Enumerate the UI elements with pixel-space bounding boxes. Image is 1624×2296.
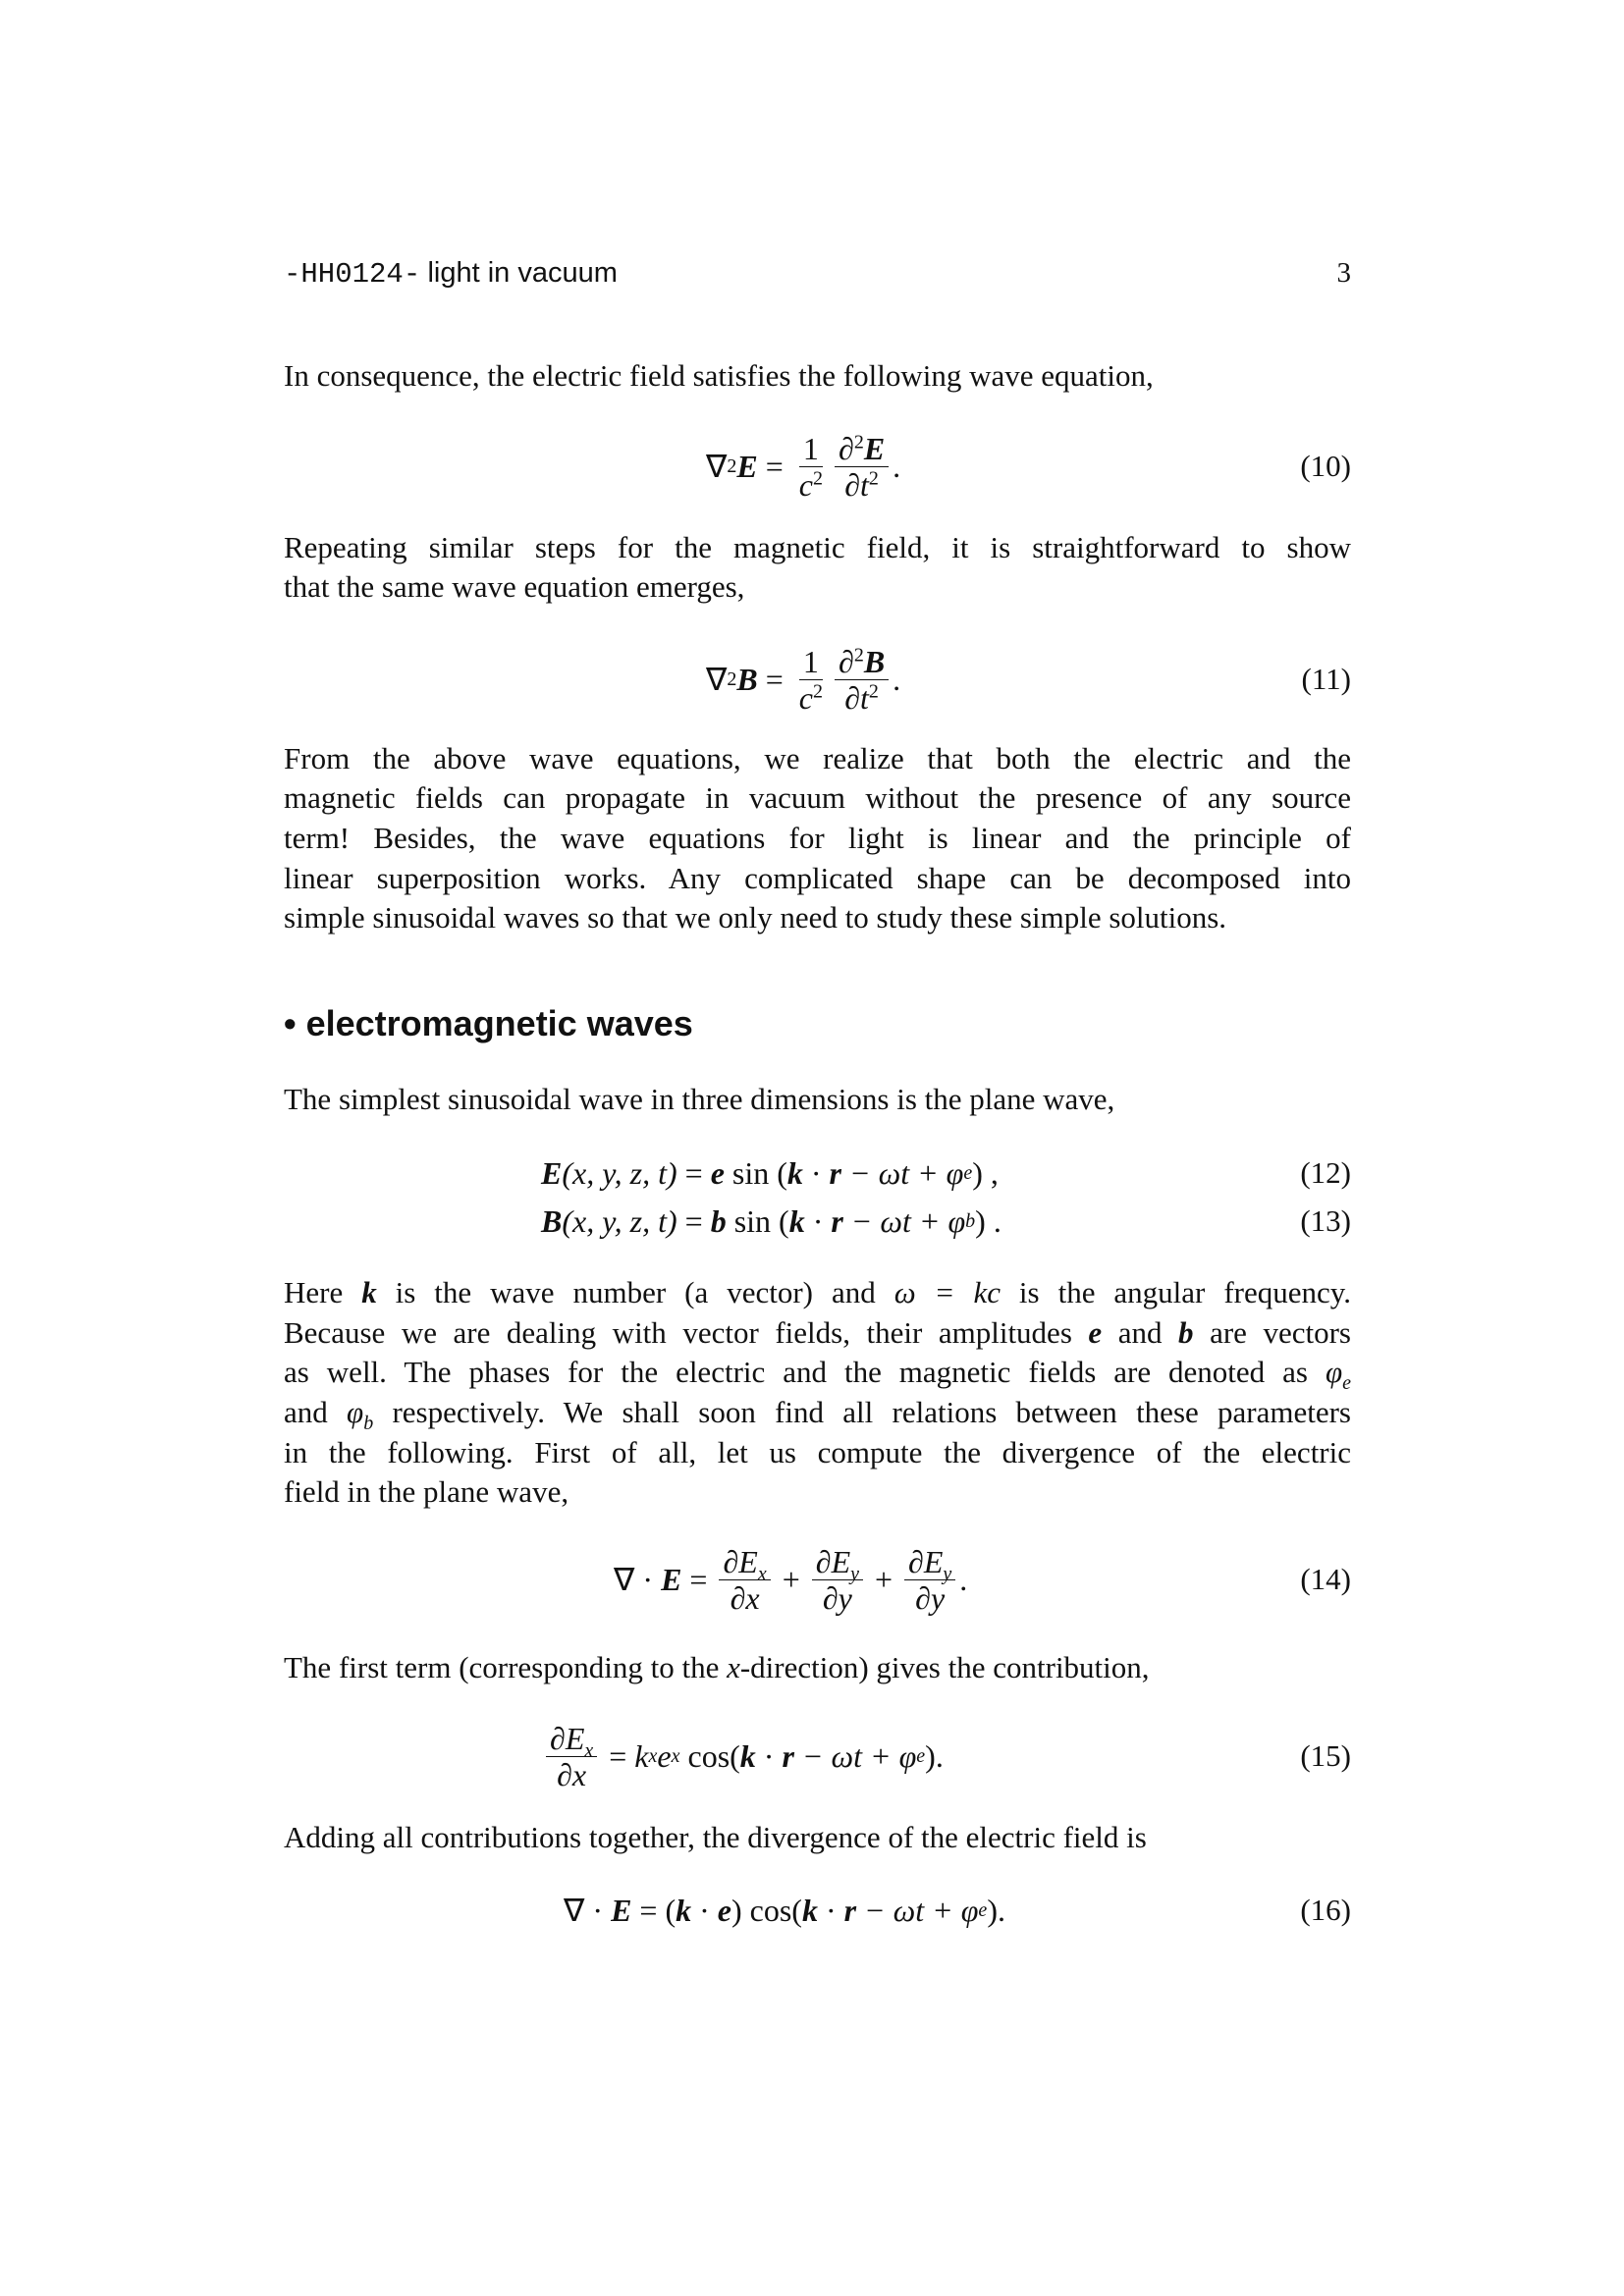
denominator [840,467,883,503]
text: as well. The phases for the electric and the magnetic fields are denoted as [284,1355,1326,1389]
denominator: ∂x [557,1756,587,1792]
dot: · [804,1202,832,1239]
fraction [795,431,827,503]
paragraph-line: term! Besides, the wave equations for light is linear and the principle of [284,821,1351,855]
equals: = [757,661,791,697]
fraction [795,644,827,716]
paragraph-line: magnetic fields can propagate in vacuum without the presence of any source [284,780,1351,815]
phase-term: − ωt + φ [793,1737,917,1774]
paragraph-line: From the above wave equations, we realize that both the electric and the [284,741,1351,775]
equation-15: $\frac{\partial E_x}{\partial x}$ = k x e x cos( k · r − ωt + φ e ). (15) [284,1717,1351,1795]
plus: + [867,1561,901,1597]
subscript: y [850,1562,859,1584]
denominator [795,680,827,716]
divergence: ∇ · [564,1893,612,1928]
c: c [798,466,813,503]
numerator [835,431,889,467]
vector-E: E [541,1154,563,1191]
fraction [835,644,889,716]
paragraph-line: Adding all contributions together, the divergence of the electric field is [284,1820,1147,1854]
vector-r: r [782,1737,794,1774]
e: e [657,1737,672,1774]
denominator [795,467,827,503]
paragraph-line [284,1393,1352,1435]
numerator [719,1543,770,1584]
partial-E: ∂E [908,1543,944,1579]
paragraph-line: Repeating similar steps for the magnetic field, it is straightforward to show [284,530,1351,564]
equation-11: ∇ 2 B = $\frac{1}{c^2}$ $\frac{\partial^2B}{\partial t^2}$ . (11) [706,643,1351,716]
text: The first term (corresponding to the [284,1650,728,1684]
plus: + [774,1561,808,1597]
divergence: ∇ · [614,1562,662,1597]
header-code: -HH0124- [284,258,421,291]
numerator [904,1543,955,1584]
phase-term: − ωt + φ [856,1892,979,1928]
vector-r: r [829,1154,841,1191]
vector-B: B [541,1202,563,1239]
partial: ∂ [839,430,854,466]
partial-E: ∂E [815,1543,851,1579]
vector-E: E [863,430,886,466]
arguments: (x, y, z, t) [562,1154,677,1191]
exponent: 2 [853,643,864,666]
text: respectively. We shall soon find all relations between these parameters [373,1395,1352,1429]
denominator [840,680,883,716]
denominator: ∂x [730,1579,760,1616]
paragraph-line: that the same wave equation emerges, [284,569,745,604]
text: is the wave number (a vector) and [376,1275,894,1309]
vector-b: b [1178,1315,1194,1350]
equation-number: (12) [1300,1155,1351,1190]
vector-k: k [786,1154,803,1191]
text: and [1102,1315,1179,1350]
function-cos: ) cos( [731,1892,802,1928]
equation-number: (15) [1300,1738,1351,1773]
text: Here [284,1275,362,1309]
paragraph-line [284,1353,1351,1395]
vector-E: E [736,448,758,484]
c: c [798,679,813,716]
text: is the angular frequency. [1000,1275,1351,1309]
denominator: ∂y [915,1579,946,1616]
equation-13: B (x, y, z, t) = b sin ( k · r − ωt + φ b ) . (13) [541,1202,1351,1239]
numerator [835,644,889,680]
arguments: (x, y, z, t) [562,1202,677,1239]
dot: · [817,1892,844,1928]
amplitude-b: b [710,1202,727,1239]
dot: · [802,1154,830,1191]
vector-k: k [788,1202,805,1239]
math-phi: φ [1325,1355,1343,1389]
paragraph-line: field in the plane wave, [284,1474,569,1509]
paragraph-line: In consequence, the electric field satisfies the following wave equation, [284,358,1154,393]
vector-r: r [843,1892,857,1928]
math-omega: ω = kc [893,1275,1001,1309]
math-phi: φ [347,1395,364,1429]
numerator: 1 [799,431,823,467]
text: are vectors [1193,1315,1351,1350]
equals: = [677,1154,711,1191]
period: . [893,661,901,697]
equation-14 [284,1540,1351,1619]
header-title: light in vacuum [427,257,618,289]
partial-E: ∂E [550,1720,585,1756]
equals: = [681,1561,716,1597]
vector-k: k [361,1275,377,1309]
period: . [959,1561,968,1597]
equation-number: (16) [1300,1893,1351,1927]
vector-r: r [831,1202,843,1239]
text: Because we are dealing with vector fields, their amplitudes [284,1315,1089,1350]
running-header [284,257,1351,296]
nabla: ∇ [706,449,728,484]
partial-t: ∂t [844,466,869,503]
equation-number: (13) [1300,1203,1351,1238]
vector-B: B [736,661,758,697]
equation-16: ∇ · E = ( k · e ) cos( k · r − ωt + φ e ). (16) [564,1892,1351,1928]
paragraph-line [284,1313,1351,1353]
vector-E: E [661,1561,682,1597]
page-number: 3 [1336,257,1351,289]
section-heading: • electromagnetic waves [284,1003,693,1043]
function-cos: cos( [679,1737,740,1774]
paragraph-line [284,1648,1351,1687]
equals: = [757,448,791,484]
equation-number: (14) [1300,1562,1351,1596]
exponent: 2 [813,466,823,489]
fraction [835,431,889,503]
subscript: x [757,1562,767,1584]
paragraph-line [284,1273,1351,1312]
math-x: x [727,1650,740,1684]
exponent: 2 [853,430,864,453]
vector-B: B [863,643,886,679]
fraction [546,1721,597,1792]
paragraph-line: simple sinusoidal waves so that we only need to study these simple solutions. [284,900,1227,934]
subscript: e [1342,1372,1351,1395]
numerator: 1 [799,644,823,680]
subscript: b [363,1413,374,1435]
vector-e: e [1088,1315,1103,1350]
paragraph-line: The simplest sinusoidal wave in three dimensions is the plane wave, [284,1082,1115,1116]
equals: = [601,1737,635,1774]
close: ) . [975,1202,1001,1239]
subscript: y [943,1562,952,1584]
close: ). [925,1737,944,1774]
equals: = [677,1202,711,1239]
vector-E: E [611,1892,632,1928]
paragraph-line: in the following. First of all, let us compute the divergence of the electric [284,1435,1351,1469]
denominator: ∂y [822,1579,852,1616]
numerator [546,1720,597,1761]
close: ) , [972,1154,999,1191]
fraction [812,1544,863,1616]
partial-E: ∂E [723,1543,758,1579]
fraction [904,1544,955,1616]
partial-t: ∂t [844,679,869,716]
text: and [284,1395,348,1429]
equation-10: ∇ 2 E = $\frac{1}{c^2}$ $\frac{\partial^2E}{\partial t^2}$ . (10) [706,430,1351,503]
close: ). [987,1892,1005,1928]
phase-term: − ωt + φ [842,1202,966,1239]
phase-term: − ωt + φ [841,1154,964,1191]
partial: ∂ [839,643,854,679]
vector-k: k [676,1892,692,1928]
equation-number: (11) [1301,662,1351,696]
exponent: 2 [868,679,879,702]
amplitude-e: e [710,1154,725,1191]
equation-number: (10) [1300,449,1351,483]
fraction [719,1544,770,1616]
dot: · [755,1737,783,1774]
subscript: x [584,1738,594,1761]
exponent: 2 [813,679,823,702]
text: -direction) gives the contribution, [739,1650,1150,1684]
vector-e: e [717,1892,731,1928]
dot: · [691,1892,718,1928]
equals: = ( [631,1892,677,1928]
exponent: 2 [868,466,879,489]
equation-12: E (x, y, z, t) = e sin ( k · r − ωt + φ e ) , (12) [541,1154,1351,1191]
function-sin: sin ( [724,1154,787,1191]
numerator [812,1543,863,1584]
nabla: ∇ [706,662,728,697]
vector-k: k [739,1737,756,1774]
vector-k: k [801,1892,818,1928]
function-sin: sin ( [726,1202,789,1239]
paragraph-line: linear superposition works. Any complicated shape can be decomposed into [284,861,1351,895]
k: k [634,1737,649,1774]
period: . [893,448,901,484]
